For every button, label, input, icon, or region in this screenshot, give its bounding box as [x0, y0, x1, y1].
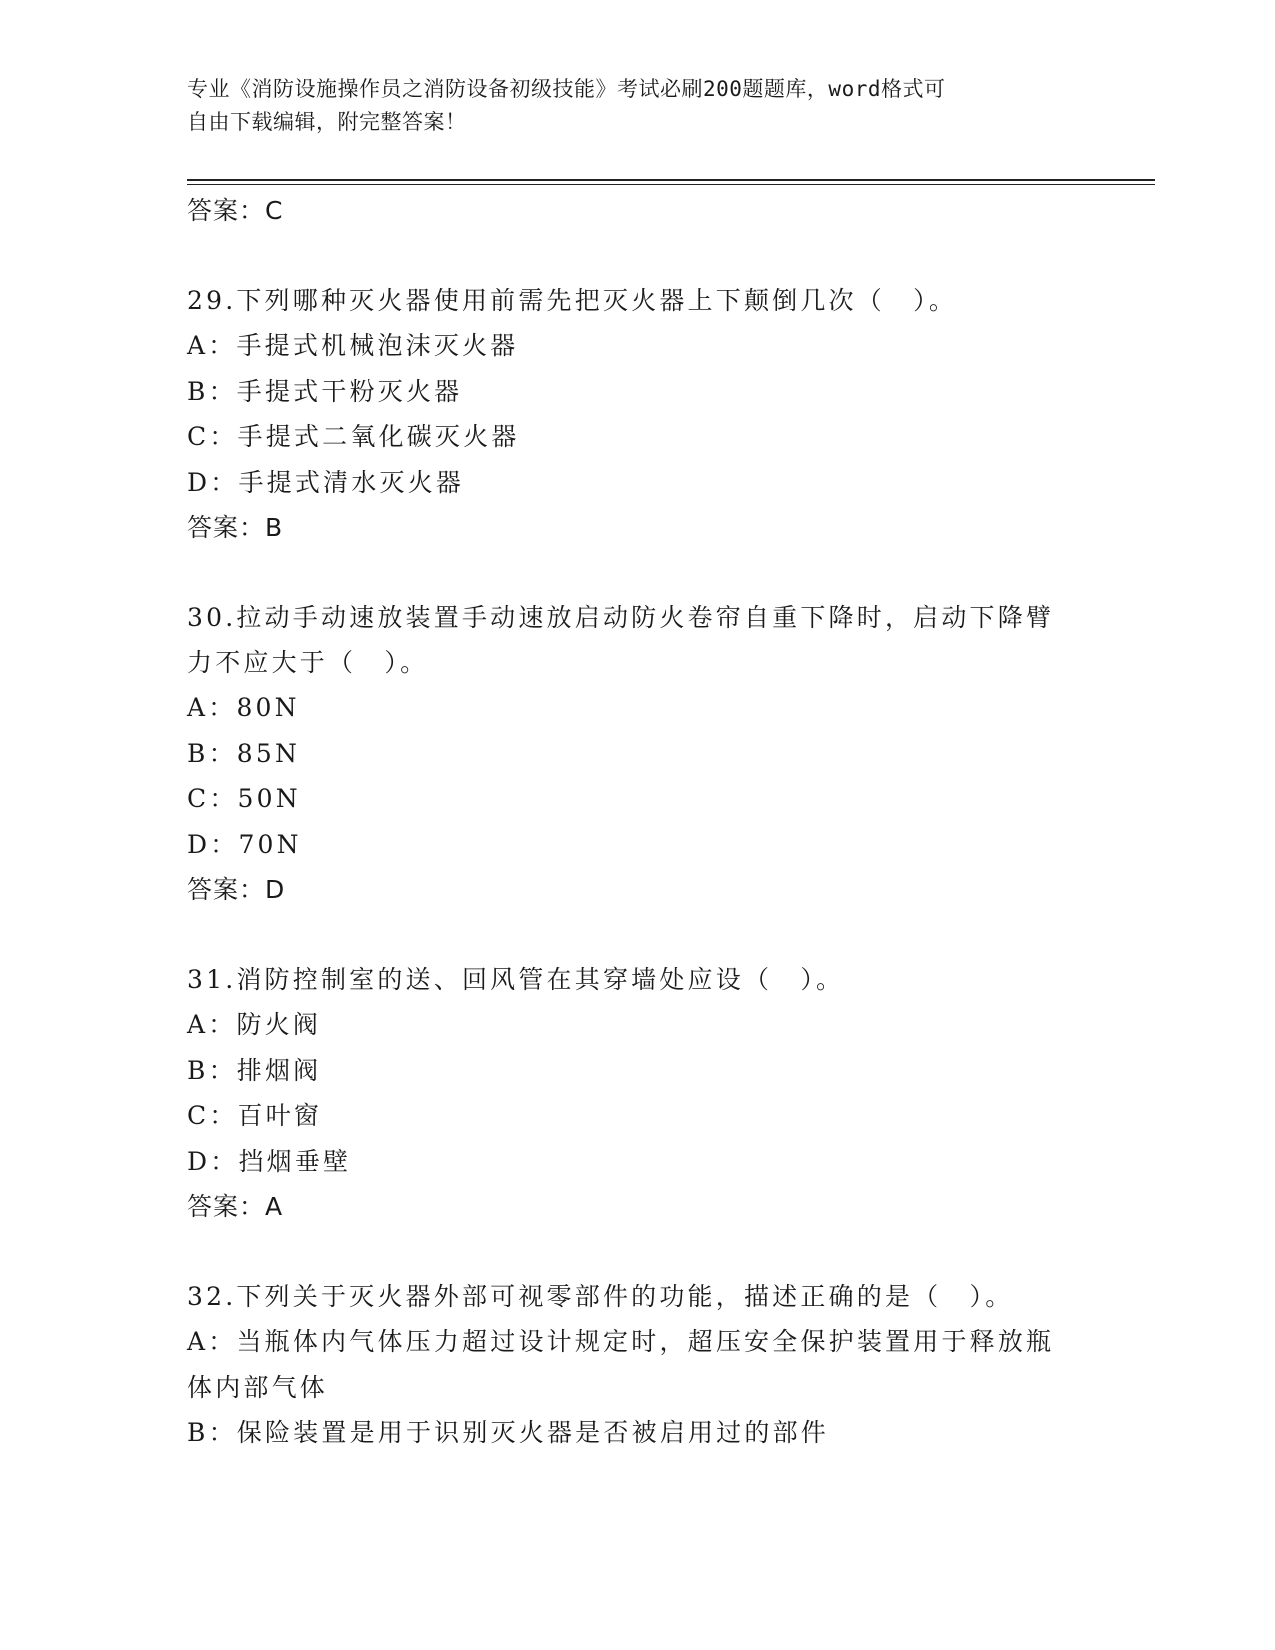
- option-b: B：手提式干粉灭火器: [187, 376, 463, 406]
- option-b: B：保险装置是用于识别灭火器是否被启用过的部件: [187, 1418, 829, 1447]
- question-stem-cont: 力不应大于（ ）。: [187, 648, 429, 677]
- header-rule-thick: [187, 179, 1155, 181]
- option-b: B：排烟阀: [187, 1055, 322, 1085]
- question-29: [187, 278, 1087, 551]
- header-rule-thin: [187, 184, 1155, 185]
- question-30: [187, 595, 1087, 913]
- question-31: [187, 957, 1087, 1230]
- answer-line: 答案：A: [187, 1192, 284, 1221]
- option-d: D：70N: [187, 829, 302, 859]
- option-c: C：50N: [187, 784, 301, 813]
- answer-line: 答案：C: [187, 196, 284, 225]
- question-stem: 30.拉动手动速放装置手动速放启动防火卷帘自重下降时，启动下降臂: [187, 603, 1055, 632]
- option-a: A：80N: [187, 693, 300, 722]
- option-a-cont: 体内部气体: [187, 1372, 329, 1402]
- option-d: D：手提式清水灭火器: [187, 467, 465, 497]
- question-32: [187, 1274, 1087, 1456]
- option-a: A：当瓶体内气体压力超过设计规定时，超压安全保护装置用于释放瓶: [187, 1327, 1055, 1356]
- option-d: D：挡烟垂壁: [187, 1146, 352, 1176]
- option-b: B：85N: [187, 738, 301, 768]
- question-list: [187, 188, 1087, 1456]
- answer-line: 答案：B: [187, 513, 284, 542]
- option-c: C：百叶窗: [187, 1101, 323, 1130]
- answer-line: 答案：D: [187, 875, 286, 904]
- option-a: A：手提式机械泡沫灭火器: [187, 331, 519, 360]
- document-header: [187, 73, 1067, 139]
- header-line-1: 专业《消防设施操作员之消防设备初级技能》考试必刷200题题库，word格式可: [187, 77, 946, 101]
- option-c: C：手提式二氧化碳灭火器: [187, 422, 520, 451]
- option-a: A：防火阀: [187, 1010, 322, 1039]
- question-stem: 31.消防控制室的送、回风管在其穿墙处应设（ ）。: [187, 965, 845, 994]
- question-stem: 29.下列哪种灭火器使用前需先把灭火器上下颠倒几次（ ）。: [187, 286, 958, 315]
- question-stem: 32.下列关于灭火器外部可视零部件的功能，描述正确的是（ ）。: [187, 1282, 1014, 1311]
- header-line-2: 自由下载编辑，附完整答案！: [187, 110, 467, 134]
